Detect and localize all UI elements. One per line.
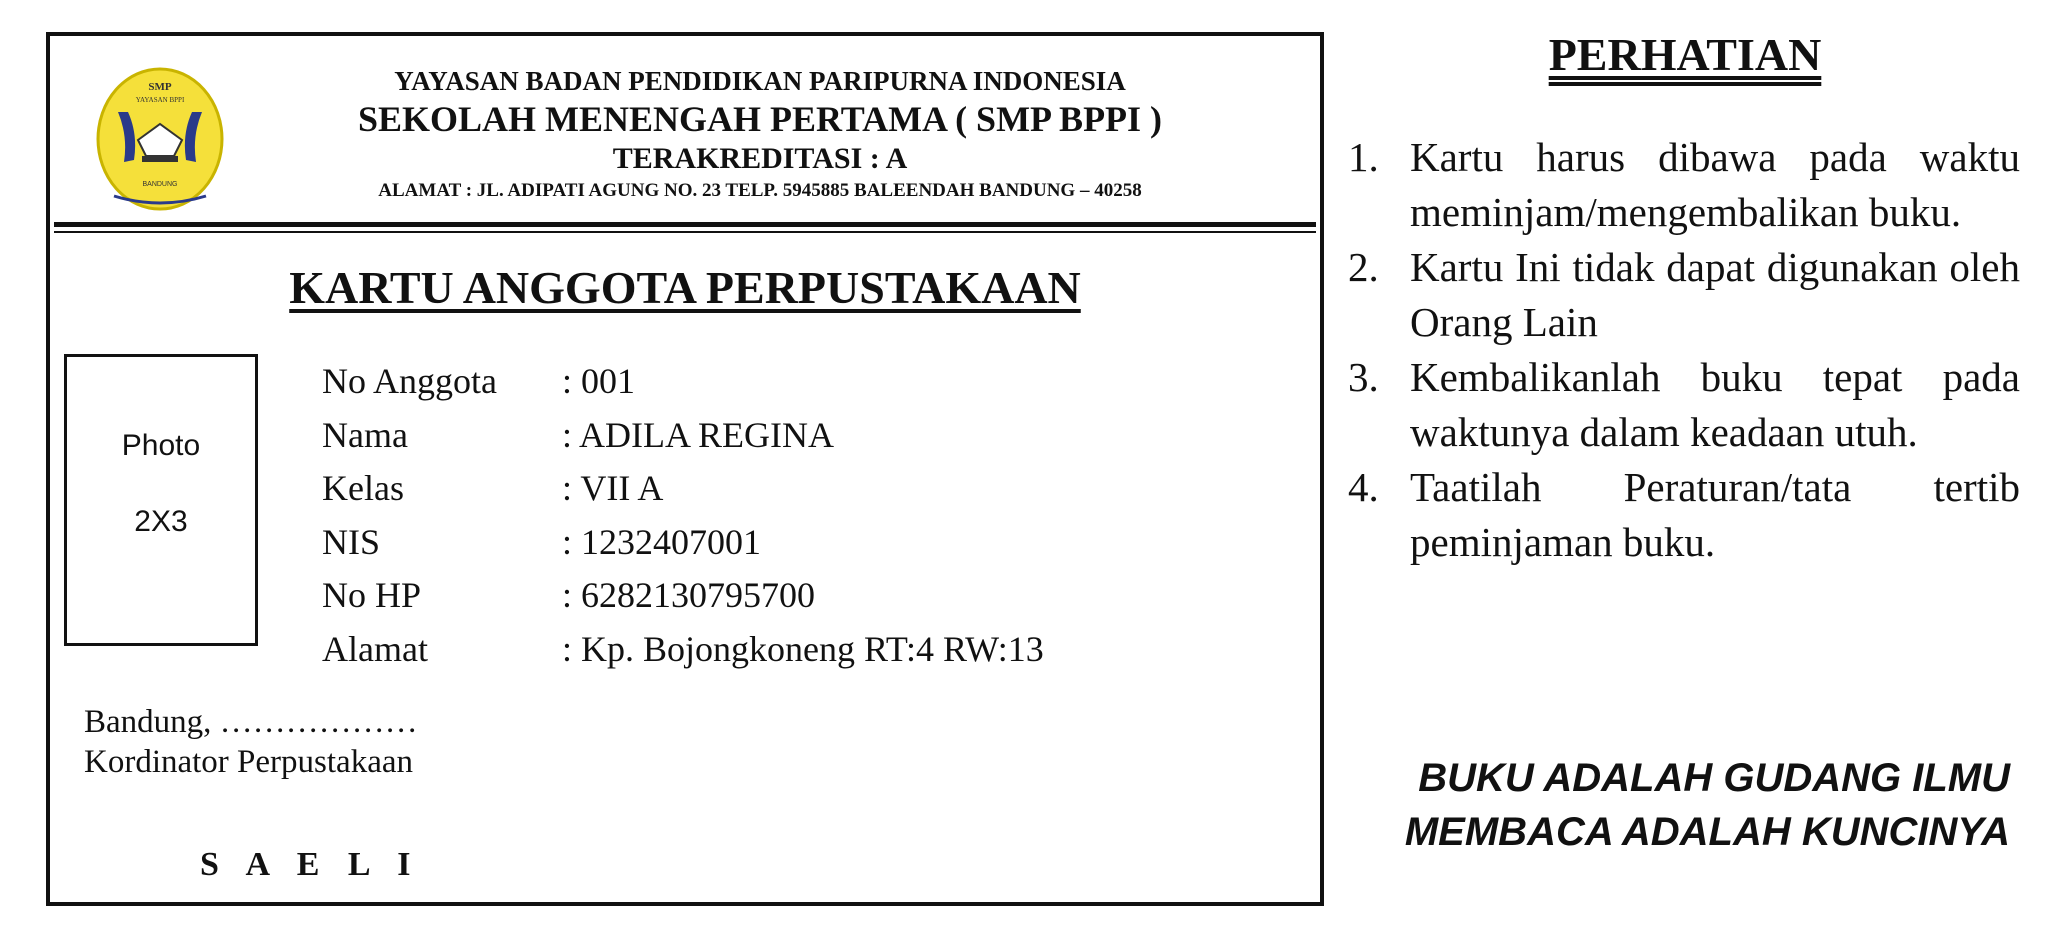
field-value: : 6282130795700 bbox=[562, 575, 816, 615]
field-label: No Anggota bbox=[322, 361, 497, 401]
school-emblem-icon bbox=[90, 64, 230, 214]
accreditation: TERAKREDITASI : A bbox=[612, 142, 908, 175]
photo-size: 2X3 bbox=[134, 505, 188, 538]
field-value: : 1232407001 bbox=[562, 521, 762, 562]
signature-role: Kordinator Perpustakaan bbox=[84, 744, 413, 780]
field-label: No HP bbox=[322, 575, 422, 615]
rule-text: Kartu Ini tidak dapat digunakan oleh Orang Lain bbox=[1410, 244, 2020, 345]
rule-item bbox=[1348, 130, 2020, 240]
library-card bbox=[46, 32, 1324, 906]
rule-number: 2. bbox=[1348, 244, 1379, 290]
field-label: Kelas bbox=[322, 468, 404, 508]
field-value: : Kp. Bojongkoneng RT:4 RW:13 bbox=[562, 628, 1044, 669]
notice-panel bbox=[1340, 0, 2030, 949]
field-value: : ADILA REGINA bbox=[562, 414, 834, 455]
rule-text: Kembalikanlah buku tepat pada waktunya dalam keadaan utuh. bbox=[1410, 354, 2020, 455]
notice-title: PERHATIAN bbox=[1548, 29, 1822, 80]
photo-label: Photo bbox=[121, 429, 201, 462]
rule-number: 4. bbox=[1348, 464, 1379, 510]
field-row bbox=[322, 414, 1044, 468]
field-row bbox=[322, 628, 1044, 682]
header-divider-thick bbox=[54, 222, 1316, 227]
field-row bbox=[322, 521, 1044, 575]
school-name: SEKOLAH MENENGAH PERTAMA ( SMP BPPI ) bbox=[357, 99, 1163, 139]
member-fields bbox=[322, 360, 1044, 681]
field-label: Nama bbox=[322, 414, 408, 455]
svg-text:SMP: SMP bbox=[148, 81, 172, 93]
field-label: NIS bbox=[322, 521, 381, 562]
rule-number: 3. bbox=[1348, 354, 1379, 400]
rule-item bbox=[1348, 460, 2020, 570]
field-value: : VII A bbox=[562, 468, 664, 508]
photo-placeholder bbox=[64, 354, 258, 646]
header-divider-thin bbox=[54, 231, 1316, 233]
motto-line: BUKU ADALAH GUDANG ILMU bbox=[1418, 756, 2010, 800]
rule-text: Kartu harus dibawa pada waktu meminjam/mengembalikan buku. bbox=[1410, 134, 2020, 235]
field-label: Alamat bbox=[322, 628, 428, 669]
signature-name: S A E L I bbox=[200, 846, 421, 883]
rule-text: Taatilah Peraturan/tata tertib peminjaman buku. bbox=[1410, 464, 2020, 565]
field-value: : 001 bbox=[562, 361, 636, 401]
svg-text:BANDUNG: BANDUNG bbox=[142, 181, 178, 188]
rule-item bbox=[1348, 350, 2020, 460]
svg-text:YAYASAN BPPI: YAYASAN BPPI bbox=[135, 96, 185, 104]
school-address: ALAMAT : JL. ADIPATI AGUNG NO. 23 TELP. 5945885 BALEENDAH BANDUNG – 40258 bbox=[378, 180, 1142, 201]
foundation-name: YAYASAN BADAN PENDIDIKAN PARIPURNA INDONESIA bbox=[394, 66, 1126, 96]
rule-number: 1. bbox=[1348, 134, 1379, 180]
motto-line: MEMBACA ADALAH KUNCINYA bbox=[1404, 810, 2010, 854]
field-row bbox=[322, 574, 1044, 628]
rules-list bbox=[1348, 130, 2020, 570]
field-row bbox=[322, 467, 1044, 521]
card-title: KARTU ANGGOTA PERPUSTAKAAN bbox=[289, 262, 1081, 313]
field-row bbox=[322, 360, 1044, 414]
rule-item bbox=[1348, 240, 2020, 350]
signature-place-date: Bandung, ……………… bbox=[84, 704, 418, 740]
